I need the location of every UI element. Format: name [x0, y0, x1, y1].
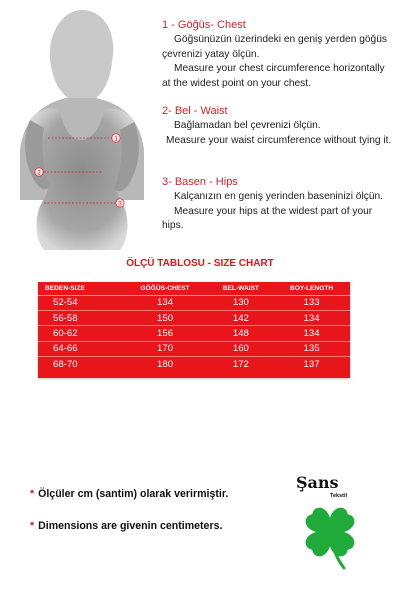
marker-waist-label: 2 — [37, 170, 41, 177]
instruction-waist-en: Measure your waist circumference without tying it. — [166, 134, 392, 146]
cell-chest: 134 — [157, 297, 174, 309]
cell-waist: 160 — [209, 341, 273, 356]
instruction-hips-tr: Kalçanızın en geniş yerinden baseninizi ölçün. — [174, 191, 383, 202]
header-waist: BEL-WAIST — [209, 282, 273, 295]
cell-waist: 172 — [209, 357, 273, 372]
brand-subtitle: Tekstil — [330, 493, 348, 499]
cell-size: 56-58 — [38, 310, 121, 325]
instruction-waist-tr: Bağlamadan bel çevrenizi ölçün. — [174, 120, 321, 131]
marker-hips — [116, 199, 124, 208]
body-silhouette — [0, 0, 160, 250]
brand-name: Şans — [296, 473, 339, 492]
table-row — [38, 295, 350, 310]
size-chart-header-row — [38, 282, 350, 295]
size-chart-table — [38, 282, 350, 378]
cell-length: 135 — [273, 341, 350, 356]
cell-waist: 130 — [232, 297, 249, 309]
note-units-en-text: Dimensions are givenin centimeters. — [38, 520, 223, 532]
cell-chest: 150 — [121, 310, 208, 325]
note-star: * — [30, 488, 35, 500]
instruction-chest — [162, 18, 394, 91]
table-row — [38, 310, 350, 325]
cell-length: 133 — [303, 297, 320, 309]
brand-logo — [290, 470, 370, 580]
cell-waist: 142 — [209, 310, 273, 325]
cell-chest: 170 — [121, 341, 208, 356]
marker-chest-label: 1 — [114, 136, 118, 143]
note-units-tr-text: Ölçüler cm (santim) olarak verirmiştir. — [38, 488, 229, 500]
cell-waist: 148 — [209, 326, 273, 341]
instruction-chest-en: Measure your chest circumference horizontally at the widest point on your chest. — [162, 63, 385, 89]
marker-chest — [112, 134, 120, 143]
cell-size: 52-54 — [53, 297, 78, 309]
clover-icon — [300, 502, 360, 572]
table-row — [38, 341, 350, 356]
cell-chest: 156 — [121, 326, 208, 341]
cell-size: 68-70 — [38, 357, 121, 372]
table-row — [38, 326, 350, 341]
table-row — [38, 357, 350, 372]
instruction-waist-heading: 2- Bel - Waist — [162, 105, 228, 117]
cell-size: 60-62 — [38, 326, 121, 341]
header-chest: GÖĞÜS-CHEST — [121, 282, 208, 295]
instruction-chest-heading: 1 - Göğüs- Chest — [162, 19, 246, 31]
instruction-hips-en: Measure your hips at the widest part of your hips. — [162, 205, 373, 232]
cell-chest: 180 — [121, 357, 208, 372]
instruction-hips — [162, 175, 394, 234]
cell-length: 134 — [273, 326, 350, 341]
header-size: BEDEN-SIZE — [38, 282, 121, 295]
cell-length: 134 — [273, 310, 350, 325]
header-length: BOY-LENGTH — [273, 282, 350, 295]
cell-size: 64-66 — [38, 341, 121, 356]
size-chart-title: ÖLÇÜ TABLOSU - SIZE CHART — [126, 258, 274, 269]
instruction-hips-heading: 3- Basen - Hips — [162, 176, 238, 188]
marker-hips-label: 3 — [118, 201, 122, 208]
cell-length: 137 — [273, 357, 350, 372]
note-units-en — [30, 520, 222, 532]
marker-waist — [35, 168, 43, 177]
note-units-tr — [30, 488, 228, 500]
note-star: * — [30, 520, 35, 532]
instruction-chest-tr: Göğsünüzün üzerindeki en geniş yerden göğüs çevrenizi yatay ölçün. — [162, 34, 387, 60]
instruction-waist — [162, 104, 394, 148]
